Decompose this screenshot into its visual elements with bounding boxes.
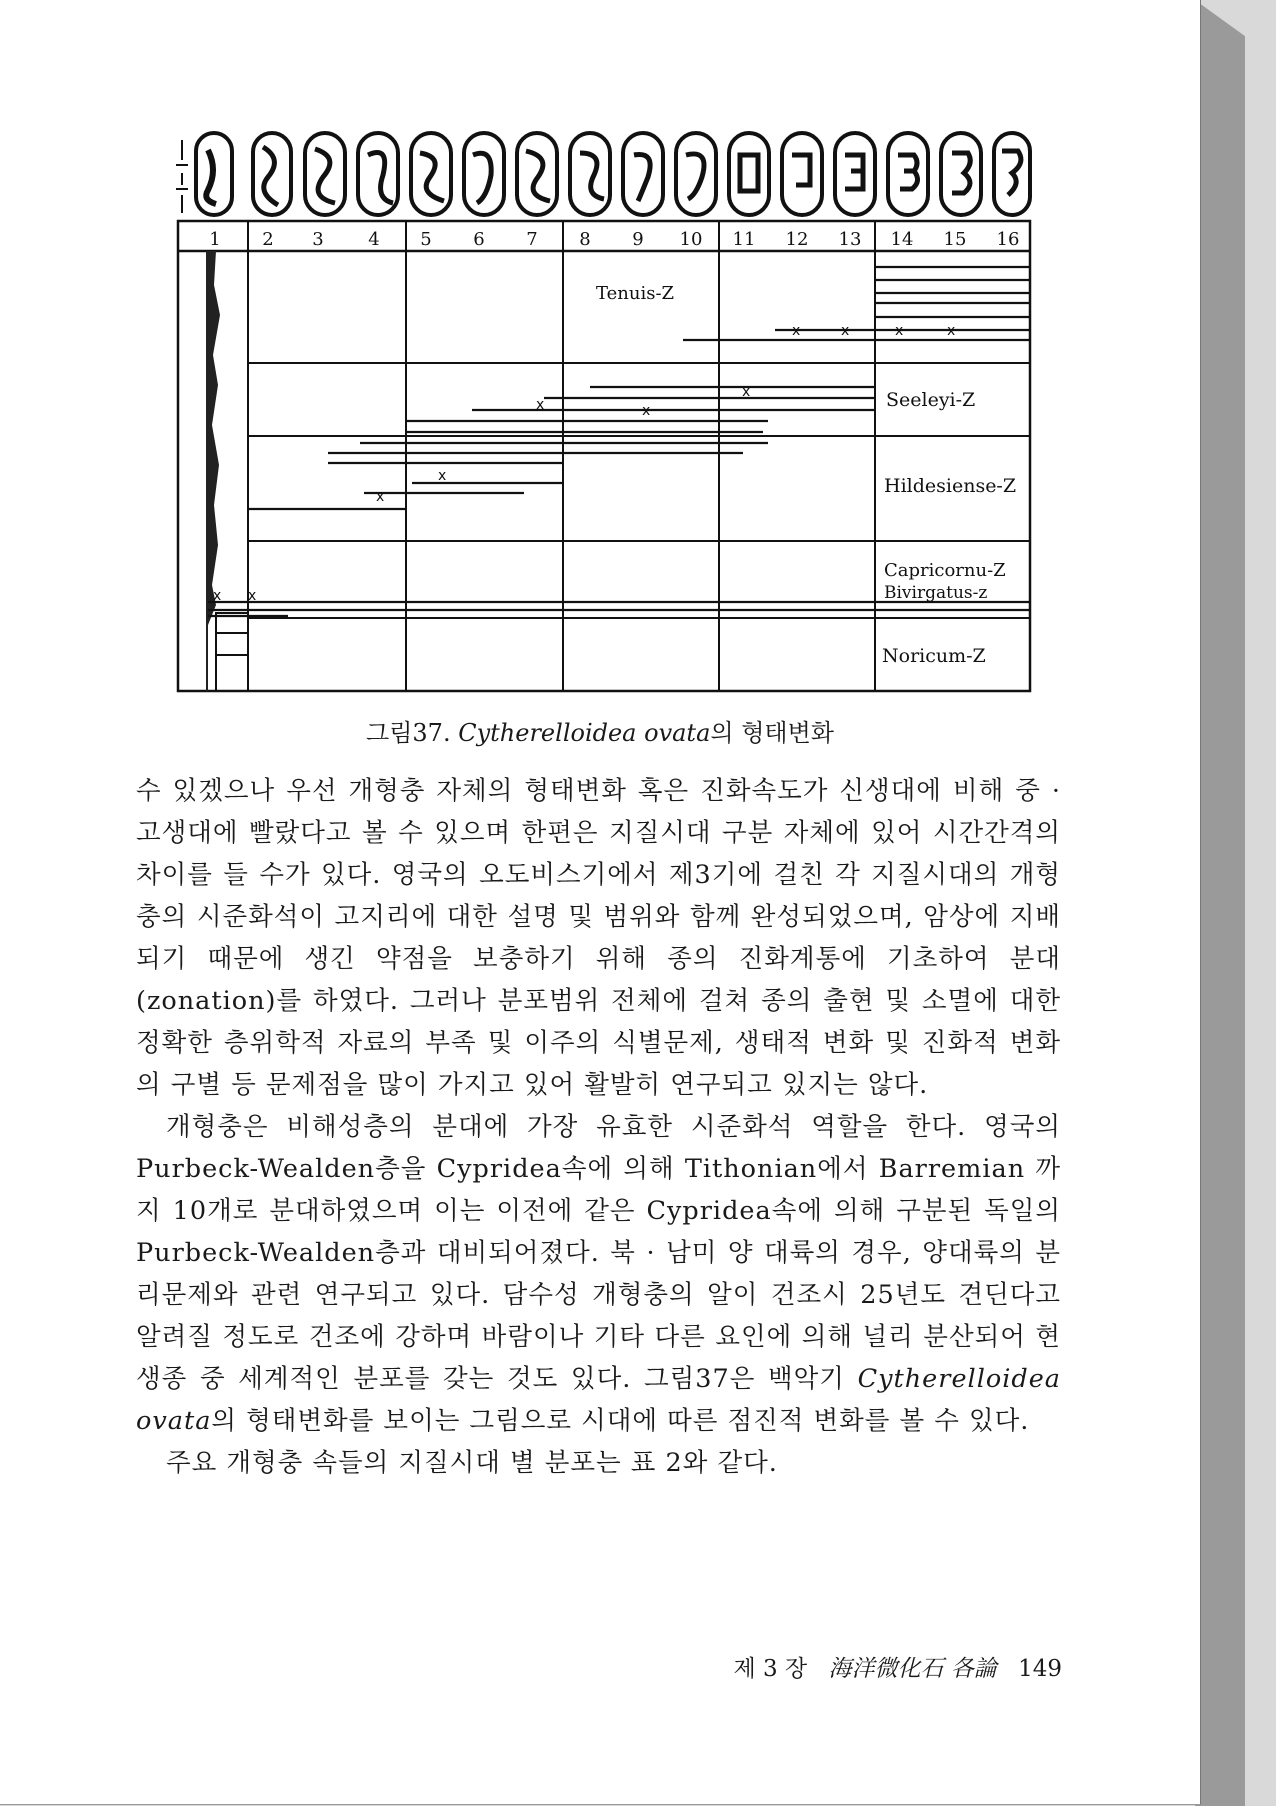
shell-7 (517, 133, 557, 215)
shell-10 (676, 133, 716, 215)
column-number-13: 13 (838, 229, 862, 250)
lithology-column (206, 251, 220, 691)
svg-text:x: x (213, 588, 222, 604)
shell-3 (305, 133, 345, 215)
svg-text:x: x (841, 323, 850, 339)
zone-label-capricornu: Capricornu-Z (884, 560, 1006, 581)
paragraph-3: 주요 개형충 속들의 지질시대 별 분포는 표 2와 같다. (166, 1448, 778, 1478)
shell-1 (196, 133, 232, 215)
shell-8 (570, 133, 610, 215)
lower-layers (216, 613, 248, 691)
body-text (136, 770, 1061, 1484)
ostracod-shell-row (196, 133, 1030, 215)
page-number: 149 (1018, 1656, 1062, 1682)
shell-16 (994, 133, 1030, 215)
column-numbers (209, 229, 1019, 250)
column-number-2: 2 (262, 229, 274, 250)
svg-text:x: x (895, 323, 904, 339)
left-axis-ticks (176, 140, 188, 213)
zone-label-tenuis: Tenuis-Z (596, 283, 675, 304)
caption-species: Cytherelloidea ovata (458, 719, 711, 747)
zone-label-bivirgatus: Bivirgatus-z (884, 583, 988, 603)
zone-label-hildesiense: Hildesiense-Z (884, 475, 1017, 497)
shell-14 (888, 133, 928, 215)
paragraph-2-part-b: 의 형태변화를 보이는 그림으로 시대에 따른 점진적 변화를 볼 수 있다. (211, 1406, 1030, 1436)
svg-text:x: x (947, 323, 956, 339)
shell-12 (782, 133, 822, 215)
shell-5 (411, 133, 451, 215)
svg-text:x: x (742, 384, 751, 400)
zone-label-seeleyi: Seeleyi-Z (886, 389, 976, 411)
svg-text:x: x (438, 468, 447, 484)
column-number-14: 14 (890, 229, 914, 250)
figure-caption (0, 713, 1200, 748)
column-number-1: 1 (209, 229, 221, 250)
column-number-12: 12 (785, 229, 809, 250)
svg-text:x: x (376, 489, 385, 505)
svg-text:x: x (536, 397, 545, 413)
column-number-5: 5 (420, 229, 432, 250)
column-number-9: 9 (632, 229, 644, 250)
caption-prefix: 그림37. (366, 719, 451, 747)
caption-suffix: 의 형태변화 (710, 719, 834, 747)
paragraph-1: 수 있겠으나 우선 개형충 자체의 형태변화 혹은 진화속도가 신생대에 비해 중 · 고생대에 빨랐다고 볼 수 있으며 한편은 지질시대 구분 자체에 있어 시간간격의 차이를 들 수가 있다. 영국의 오도비스기에서 제3기에 걸친 각 지질시대의 개형충의 시준화석이 고지리에 대한 설명 및 범위와 함께 완성되었으며, 암상에 지배되기 때문에 생긴 약점을 보충하기 위해 종의 진화계통에 기초하여 분대(zonation)를 하였다. 그러나 분포범위 전체에 걸쳐 종의 출현 및 소멸에 대한 정확한 층위학적 자료의 부족 및 이주의 식별문제, 생태적 변화 및 진화적 변화의 구별 등 문제점을 많이 가지고 있어 활발히 연구되고 있지는 않다. (136, 776, 1061, 1100)
column-number-15: 15 (943, 229, 967, 250)
paragraph-2-part-a: 개형충은 비해성층의 분대에 가장 유효한 시준화석 역할을 한다. 영국의 Purbeck-Wealden층을 Cypridea속에 의해 Tithonian에서 Barremian 까지 10개로 분대하였으며 이는 이전에 같은 Cypridea속에 의해 구분된 독일의 Purbeck-Wealden층과 대비되어졌다. 북 · 남미 양 대륙의 경우, 양대륙의 분리문제와 관련 연구되고 있다. 담수성 개형충의 알이 건조시 25년도 견딘다고 알려질 정도로 건조에 강하며 바람이나 기타 다른 요인에 의해 널리 분산되어 현생종 중 세계적인 분포를 갖는 것도 있다. 그림37은 백악기 (136, 1112, 1061, 1394)
shell-13 (835, 133, 875, 215)
svg-text:x: x (248, 588, 257, 604)
footer-chapter: 제 3 장 (733, 1656, 808, 1682)
zone-label-noricum: Noricum-Z (882, 645, 986, 667)
shell-11 (729, 133, 769, 215)
column-number-10: 10 (679, 229, 703, 250)
occurrence-markers (213, 323, 955, 604)
shell-4 (358, 133, 398, 215)
figure-37 (168, 125, 1033, 695)
column-number-6: 6 (473, 229, 485, 250)
column-number-11: 11 (732, 229, 756, 250)
column-number-4: 4 (368, 229, 380, 250)
page-edge-shadow (1195, 0, 1245, 1806)
paragraph-2 (136, 1106, 1061, 1442)
column-number-16: 16 (996, 229, 1020, 250)
column-number-8: 8 (579, 229, 591, 250)
page-footer (712, 1650, 1062, 1683)
shell-9 (623, 133, 663, 215)
footer-title: 海洋微化石 各論 (828, 1656, 997, 1682)
shell-15 (941, 133, 981, 215)
column-number-7: 7 (526, 229, 538, 250)
shell-6 (464, 133, 504, 215)
vertical-grid (248, 221, 875, 691)
paragraph-2-species: Cytherelloidea ovata (136, 1364, 1061, 1436)
column-number-3: 3 (312, 229, 324, 250)
svg-text:x: x (792, 323, 801, 339)
svg-text:x: x (642, 403, 651, 419)
shell-2 (253, 133, 291, 215)
